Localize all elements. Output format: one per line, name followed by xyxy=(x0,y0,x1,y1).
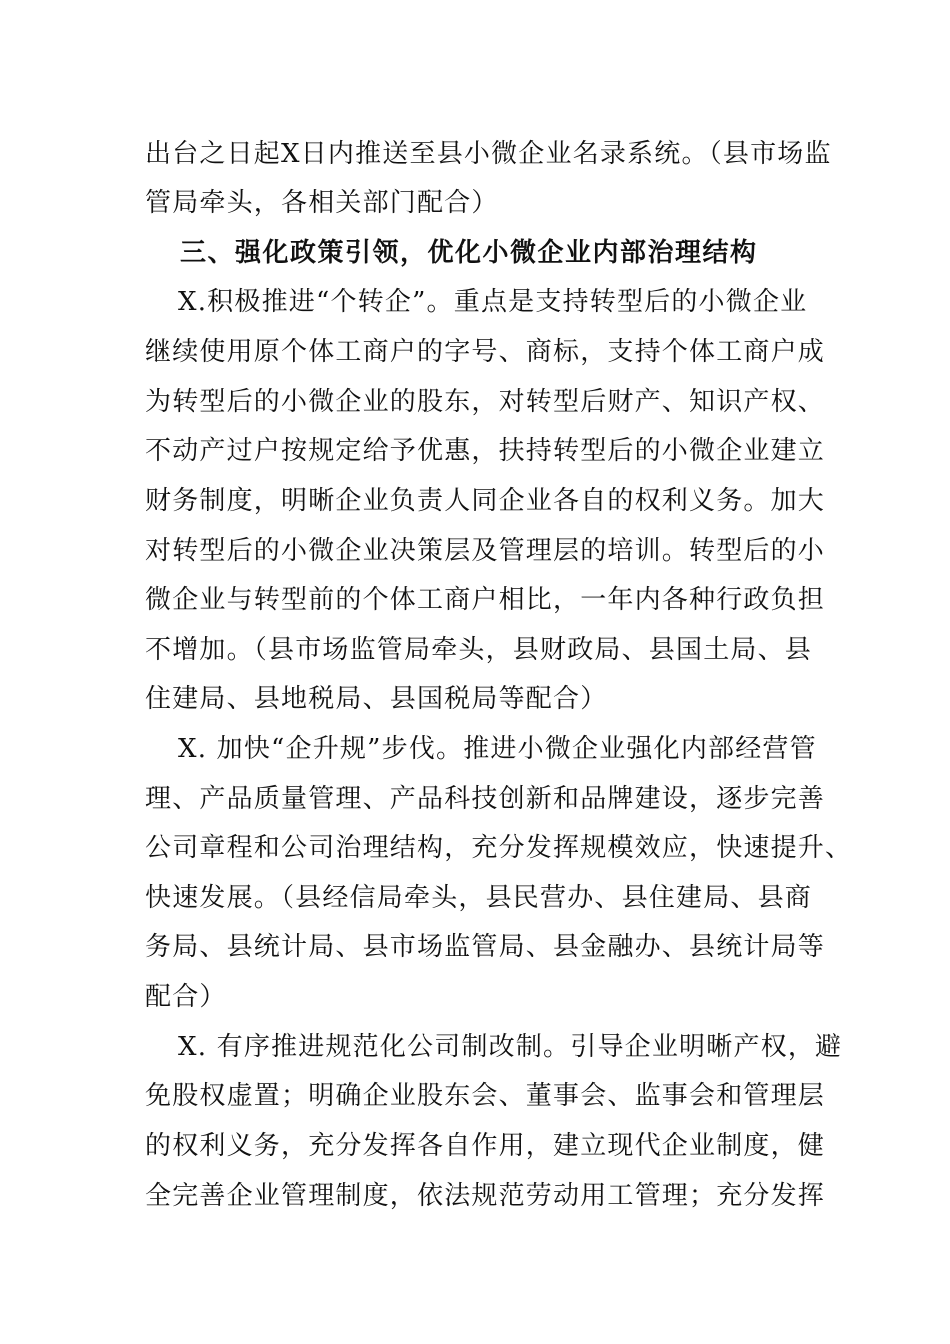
text-line: 不增加。（县市场监管局牵头，县财政局、县国土局、县 xyxy=(145,635,813,665)
text-line: 管局牵头，各相关部门配合） xyxy=(145,188,499,218)
section-heading: 三、强化政策引领，优化小微企业内部治理结构 xyxy=(180,238,758,268)
text-line: 公司章程和公司治理结构，充分发挥规模效应，快速提升、 xyxy=(145,833,853,863)
paragraph-start: X.积极推进“个转企”。重点是支持转型后的小微企业 xyxy=(178,287,808,317)
text-line: 微企业与转型前的个体工商户相比，一年内各种行政负担 xyxy=(145,585,826,615)
paragraph-start: X. 加快“企升规”步伐。推进小微企业强化内部经营管 xyxy=(178,734,817,764)
text-line: 住建局、县地税局、县国税局等配合） xyxy=(145,684,608,714)
text-line: 继续使用原个体工商户的字号、商标，支持个体工商户成 xyxy=(145,337,826,367)
text-line: 配合） xyxy=(145,982,227,1012)
text-line: 理、产品质量管理、产品科技创新和品牌建设，逐步完善 xyxy=(145,784,826,814)
text-line: 对转型后的小微企业决策层及管理层的培训。转型后的小 xyxy=(145,536,826,566)
text-line: 财务制度，明晰企业负责人同企业各自的权利义务。加大 xyxy=(145,486,826,516)
text-line: 的权利义务，充分发挥各自作用，建立现代企业制度，健 xyxy=(145,1131,826,1161)
text-line: 快速发展。（县经信局牵头，县民营办、县住建局、县商 xyxy=(145,883,813,913)
text-line: 务局、县统计局、县市场监管局、县金融办、县统计局等 xyxy=(145,932,826,962)
paragraph-start: X. 有序推进规范化公司制改制。引导企业明晰产权，避 xyxy=(178,1032,843,1062)
text-line: 不动产过户按规定给予优惠，扶持转型后的小微企业建立 xyxy=(145,436,826,466)
text-line: 出台之日起X日内推送至县小微企业名录系统。（县市场监 xyxy=(145,139,832,169)
text-line: 全完善企业管理制度，依法规范劳动用工管理；充分发挥 xyxy=(145,1181,826,1211)
text-line: 免股权虚置；明确企业股东会、董事会、监事会和管理层 xyxy=(145,1081,826,1111)
text-line: 为转型后的小微企业的股东，对转型后财产、知识产权、 xyxy=(145,387,826,417)
